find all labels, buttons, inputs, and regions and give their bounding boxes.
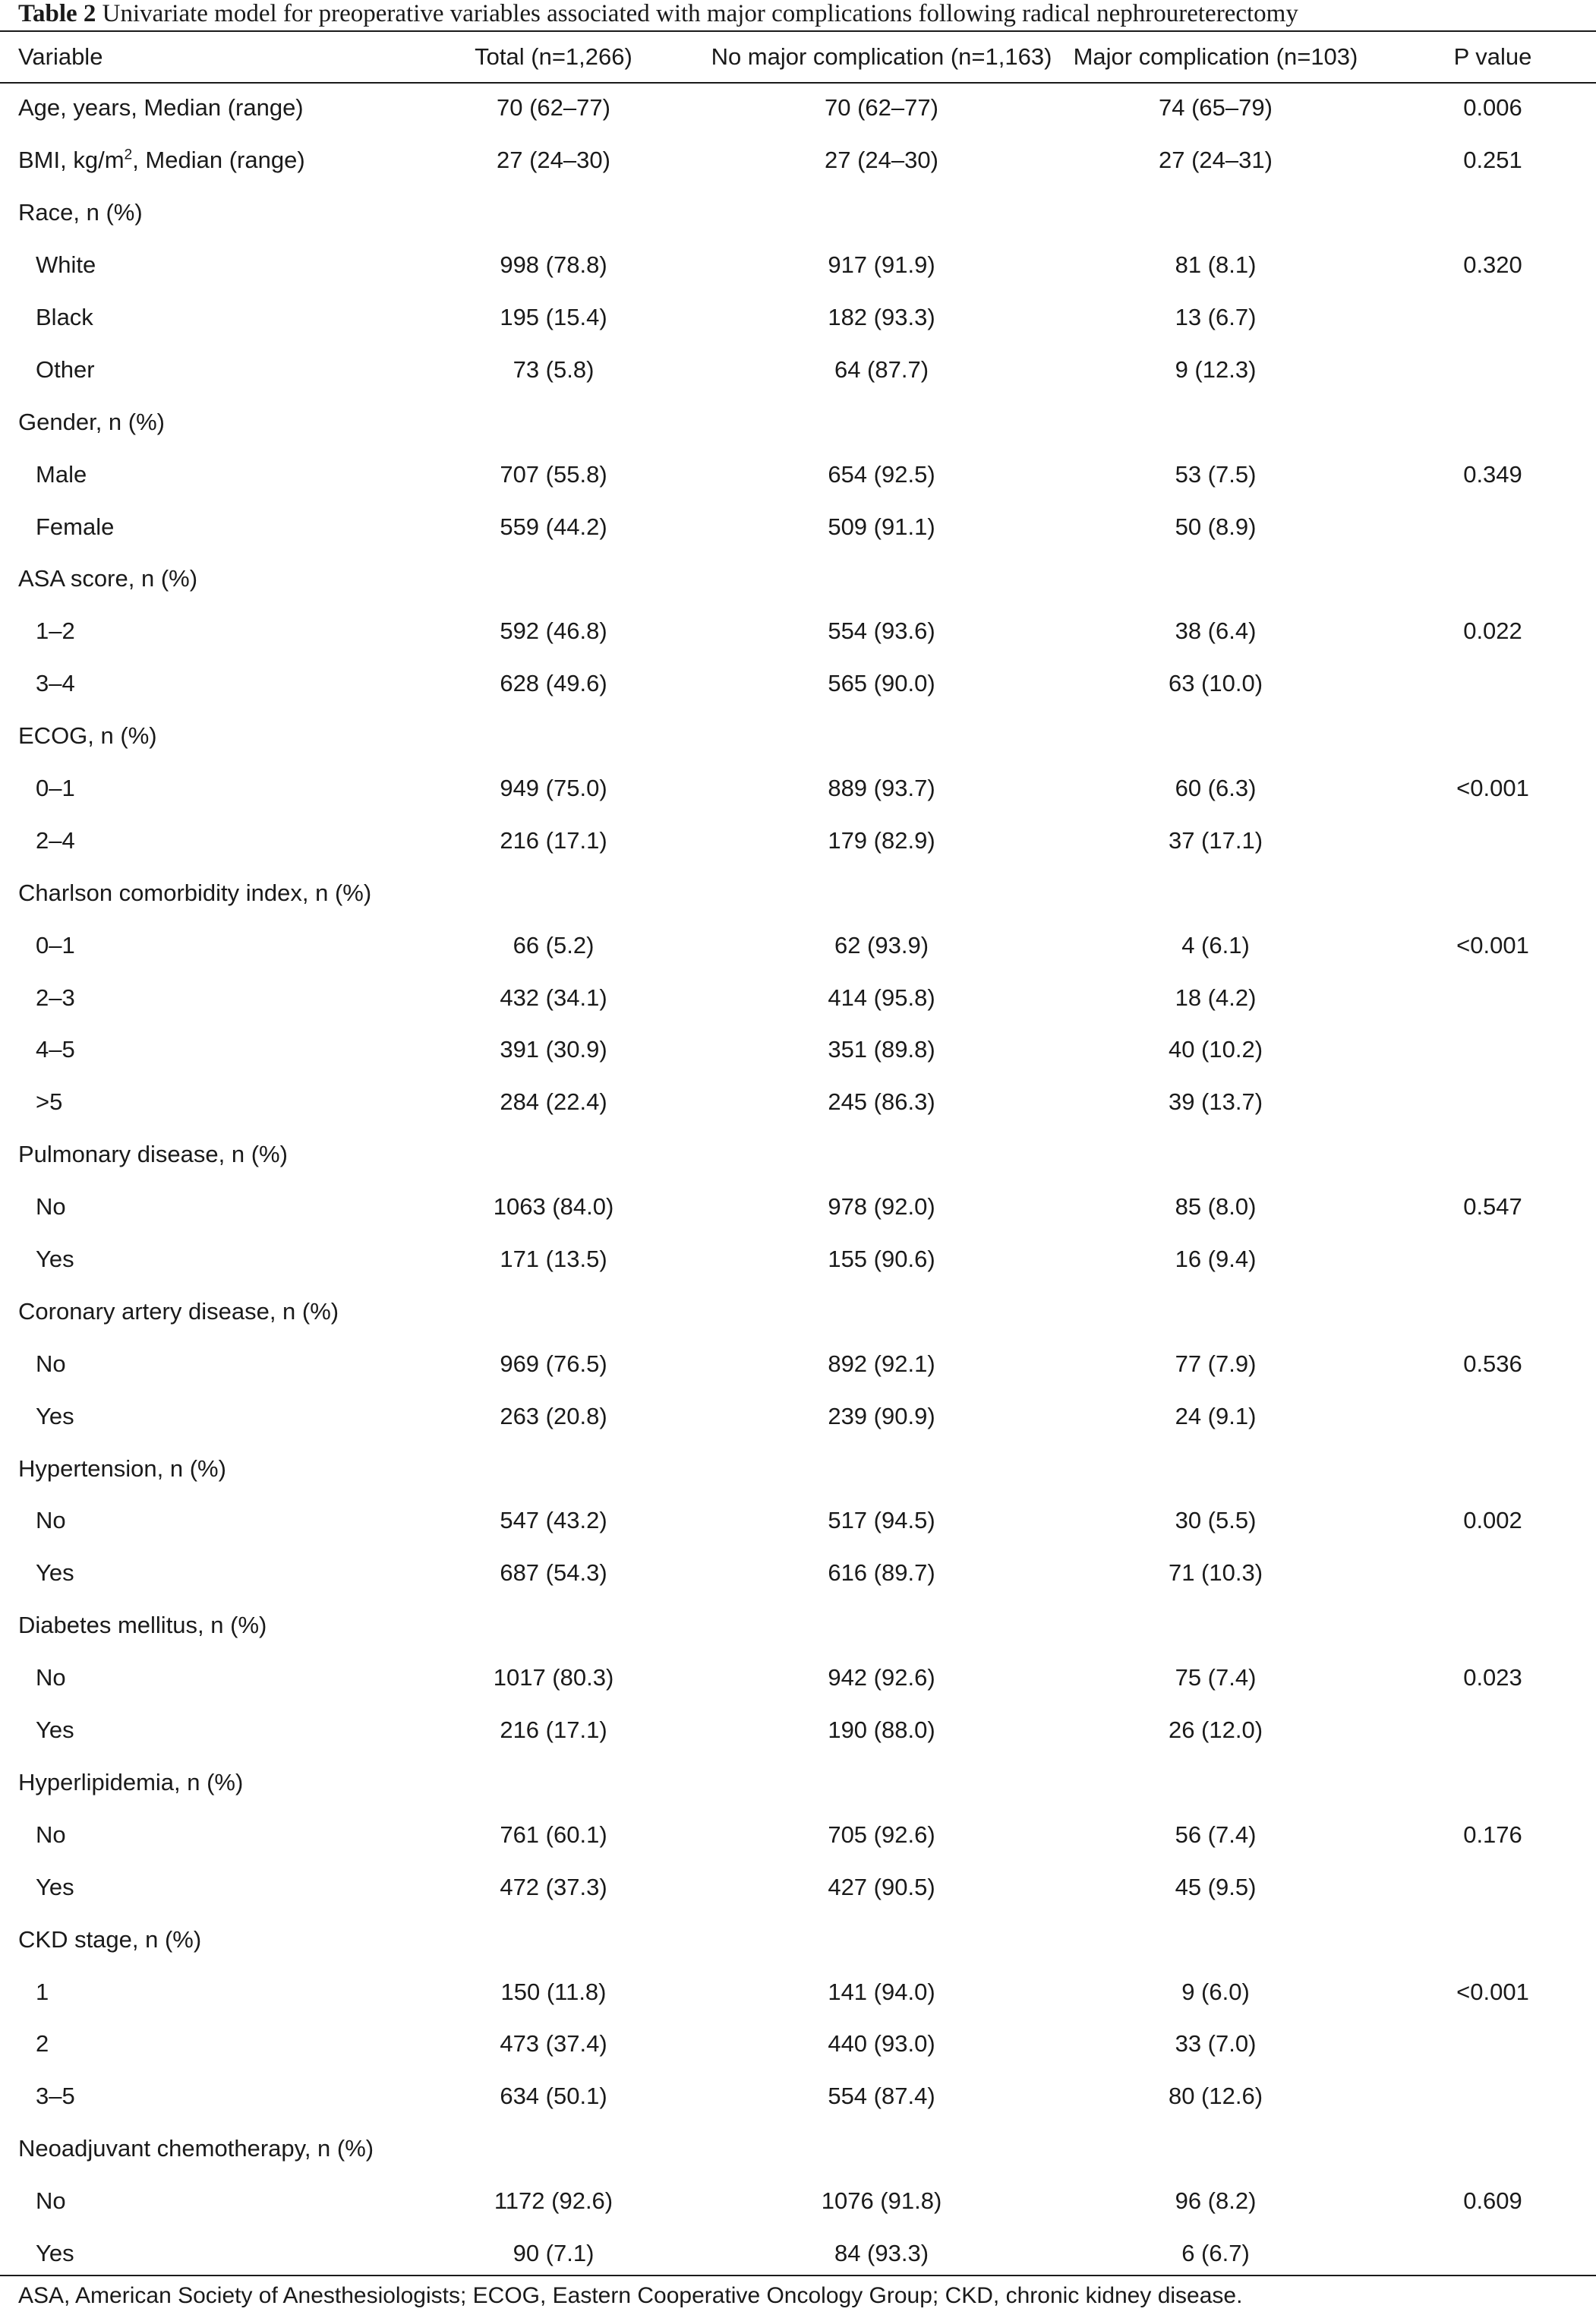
- cell-no-major-complication: [703, 1757, 1060, 1809]
- cell-no-major-complication: [703, 396, 1060, 448]
- cell-p-value: [1371, 1704, 1596, 1757]
- table-row: [0, 1808, 1596, 1861]
- cell-major-complication: 30 (5.5): [1175, 1507, 1257, 1534]
- cell-p-value: [1371, 1076, 1596, 1129]
- cell-variable: No: [36, 1507, 66, 1534]
- table-group-row: [0, 2123, 1596, 2175]
- cell-major-complication: 9 (6.0): [1181, 1978, 1250, 2005]
- table-group-row: [0, 1913, 1596, 1966]
- cell-major-complication: 96 (8.2): [1175, 2187, 1257, 2215]
- cell-major-complication: 6 (6.7): [1181, 2239, 1250, 2266]
- cell-total: 171 (13.5): [500, 1246, 607, 1273]
- table-row: [0, 971, 1596, 1024]
- cell-total: 284 (22.4): [500, 1088, 607, 1116]
- table-row: [0, 2018, 1596, 2070]
- cell-no-major-complication: [703, 710, 1060, 763]
- cell-variable: Hyperlipidemia, n (%): [18, 1768, 244, 1795]
- table-group-row: [0, 187, 1596, 239]
- cell-no-major-complication: 27 (24–30): [825, 147, 938, 174]
- cell-variable: 3–4: [36, 670, 75, 697]
- cell-total: [404, 1757, 703, 1809]
- cell-variable: 0–1: [36, 931, 75, 959]
- cell-no-major-complication: 889 (93.7): [828, 775, 935, 802]
- cell-variable: Gender, n (%): [18, 408, 165, 435]
- cell-total: 27 (24–30): [497, 147, 610, 174]
- cell-total: 90 (7.1): [513, 2239, 595, 2266]
- cell-variable: Diabetes mellitus, n (%): [18, 1612, 267, 1639]
- cell-major-complication: 4 (6.1): [1181, 931, 1250, 959]
- table-row: [0, 1861, 1596, 1913]
- table-row: [0, 1076, 1596, 1129]
- header-row: [0, 32, 1596, 82]
- table-row: [0, 1181, 1596, 1233]
- cell-total: 592 (46.8): [500, 617, 607, 645]
- cell-no-major-complication: 616 (89.7): [828, 1559, 935, 1587]
- cell-major-complication: 85 (8.0): [1175, 1193, 1257, 1221]
- cell-major-complication: 45 (9.5): [1175, 1873, 1257, 1900]
- cell-total: [404, 2123, 703, 2175]
- cell-p-value: <0.001: [1456, 931, 1529, 959]
- table-row: [0, 1390, 1596, 1442]
- cell-total: 687 (54.3): [500, 1559, 607, 1587]
- cell-no-major-complication: 440 (93.0): [828, 2030, 935, 2058]
- cell-variable: [0, 134, 404, 187]
- table-row: [0, 1547, 1596, 1600]
- cell-p-value: [1371, 501, 1596, 553]
- cell-no-major-complication: 427 (90.5): [828, 1873, 935, 1900]
- cell-p-value: [1371, 1233, 1596, 1286]
- table-header: [0, 32, 1596, 82]
- cell-major-complication: 16 (9.4): [1175, 1246, 1257, 1273]
- table-row: [0, 1495, 1596, 1547]
- cell-p-value: [1371, 1757, 1596, 1809]
- cell-total: 1172 (92.6): [494, 2187, 613, 2215]
- cell-variable: Neoadjuvant chemotherapy, n (%): [18, 2135, 374, 2162]
- cell-p-value: [1371, 2070, 1596, 2123]
- cell-major-complication: [1060, 1285, 1371, 1338]
- variable-label: BMI, kg/m: [18, 147, 125, 174]
- cell-no-major-complication: [703, 553, 1060, 605]
- cell-major-complication: [1060, 867, 1371, 919]
- cell-no-major-complication: [703, 1913, 1060, 1966]
- cell-major-complication: [1060, 1442, 1371, 1495]
- cell-no-major-complication: 351 (89.8): [828, 1036, 935, 1063]
- table-row: [0, 343, 1596, 396]
- cell-variable: ECOG, n (%): [18, 722, 157, 750]
- cell-major-complication: 24 (9.1): [1175, 1402, 1257, 1429]
- table-row: [0, 1233, 1596, 1286]
- cell-variable: 2–4: [36, 826, 75, 854]
- cell-total: 1063 (84.0): [493, 1193, 614, 1221]
- cell-total: 547 (43.2): [500, 1507, 607, 1534]
- cell-no-major-complication: 565 (90.0): [828, 670, 935, 697]
- cell-p-value: 0.023: [1463, 1664, 1522, 1691]
- table-row: [0, 1024, 1596, 1076]
- table-row: [0, 134, 1596, 187]
- cell-total: 707 (55.8): [500, 460, 607, 488]
- cell-total: 66 (5.2): [513, 931, 595, 959]
- cell-major-complication: [1060, 1913, 1371, 1966]
- table-row: [0, 2070, 1596, 2123]
- cell-variable: ASA score, n (%): [18, 565, 198, 592]
- cell-major-complication: 18 (4.2): [1175, 984, 1257, 1011]
- cell-p-value: [1371, 658, 1596, 710]
- cell-major-complication: 38 (6.4): [1175, 617, 1257, 645]
- cell-variable: Hypertension, n (%): [18, 1454, 226, 1482]
- table-group-row: [0, 1600, 1596, 1652]
- cell-p-value: [1371, 1390, 1596, 1442]
- cell-p-value: [1371, 867, 1596, 919]
- cell-total: 634 (50.1): [500, 2083, 607, 2110]
- table-row: [0, 239, 1596, 292]
- cell-no-major-complication: 554 (93.6): [828, 617, 935, 645]
- cell-p-value: [1371, 814, 1596, 867]
- cell-p-value: [1371, 971, 1596, 1024]
- table-group-row: [0, 1285, 1596, 1338]
- column-header-no-major-complication: No major complication (n=1,163): [711, 43, 1052, 70]
- cell-variable: No: [36, 1193, 66, 1221]
- cell-total: [404, 1285, 703, 1338]
- cell-major-complication: [1060, 1129, 1371, 1181]
- cell-major-complication: 26 (12.0): [1168, 1717, 1263, 1744]
- cell-major-complication: [1060, 553, 1371, 605]
- cell-p-value: 0.251: [1463, 147, 1522, 174]
- cell-p-value: 0.176: [1463, 1821, 1522, 1848]
- cell-no-major-complication: 554 (87.4): [828, 2083, 935, 2110]
- cell-variable: Yes: [36, 2239, 74, 2266]
- cell-no-major-complication: 705 (92.6): [828, 1821, 935, 1848]
- cell-variable: 1–2: [36, 617, 75, 645]
- cell-variable: CKD stage, n (%): [18, 1925, 202, 1953]
- cell-total: [404, 553, 703, 605]
- cell-major-complication: [1060, 710, 1371, 763]
- column-header-p-value: P value: [1453, 43, 1532, 70]
- cell-no-major-complication: 1076 (91.8): [821, 2187, 942, 2215]
- table-group-row: [0, 867, 1596, 919]
- cell-variable: Age, years, Median (range): [18, 94, 304, 122]
- cell-total: [404, 710, 703, 763]
- cell-major-complication: 60 (6.3): [1175, 775, 1257, 802]
- cell-total: [404, 1129, 703, 1181]
- cell-total: 195 (15.4): [500, 304, 607, 330]
- column-header-major-complication: Major complication (n=103): [1073, 43, 1358, 70]
- table-group-row: [0, 1129, 1596, 1181]
- table-row: [0, 1966, 1596, 2018]
- cell-p-value: [1371, 343, 1596, 396]
- cell-variable: Other: [36, 355, 95, 383]
- cell-no-major-complication: 64 (87.7): [834, 355, 929, 383]
- table-row: [0, 763, 1596, 815]
- cell-major-complication: [1060, 187, 1371, 239]
- cell-total: [404, 187, 703, 239]
- cell-total: [404, 1913, 703, 1966]
- cell-major-complication: 27 (24–31): [1159, 147, 1273, 174]
- cell-p-value: [1371, 1547, 1596, 1600]
- cell-p-value: [1371, 2123, 1596, 2175]
- table-row: [0, 292, 1596, 344]
- cell-major-complication: 81 (8.1): [1175, 251, 1257, 279]
- cell-no-major-complication: 70 (62–77): [825, 94, 938, 122]
- table-caption: [18, 0, 1298, 29]
- cell-total: [404, 1442, 703, 1495]
- table-row: [0, 919, 1596, 971]
- cell-p-value: [1371, 710, 1596, 763]
- cell-major-complication: 37 (17.1): [1168, 826, 1263, 854]
- cell-p-value: [1371, 2228, 1596, 2280]
- cell-no-major-complication: [703, 2123, 1060, 2175]
- table-row: [0, 2175, 1596, 2228]
- cell-major-complication: 71 (10.3): [1168, 1559, 1263, 1587]
- cell-major-complication: 13 (6.7): [1175, 304, 1257, 330]
- cell-p-value: 0.006: [1463, 94, 1522, 122]
- cell-major-complication: 75 (7.4): [1175, 1664, 1257, 1691]
- cell-total: 70 (62–77): [497, 94, 610, 122]
- table-row: [0, 501, 1596, 553]
- cell-variable: Charlson comorbidity index, n (%): [18, 879, 372, 906]
- cell-variable: White: [36, 251, 96, 279]
- cell-variable: Yes: [36, 1559, 74, 1587]
- cell-p-value: [1371, 1285, 1596, 1338]
- cell-major-complication: 53 (7.5): [1175, 460, 1257, 488]
- cell-no-major-complication: 62 (93.9): [834, 931, 929, 959]
- table-caption-label: Table 2: [18, 0, 96, 27]
- cell-major-complication: 39 (13.7): [1168, 1088, 1263, 1116]
- cell-total: 432 (34.1): [500, 984, 607, 1011]
- cell-major-complication: 77 (7.9): [1175, 1350, 1257, 1377]
- variable-label-superscript: 2: [124, 147, 133, 163]
- table-row: [0, 1704, 1596, 1757]
- cell-variable: 1: [36, 1978, 49, 2005]
- cell-total: 216 (17.1): [500, 1717, 607, 1744]
- cell-total: 969 (76.5): [500, 1350, 607, 1377]
- cell-major-complication: [1060, 396, 1371, 448]
- table-body: [0, 82, 1596, 2279]
- cell-variable: 2–3: [36, 984, 75, 1011]
- cell-p-value: 0.349: [1463, 460, 1522, 488]
- cell-no-major-complication: 155 (90.6): [828, 1246, 935, 1273]
- cell-p-value: 0.547: [1463, 1193, 1522, 1221]
- cell-variable: Pulmonary disease, n (%): [18, 1141, 288, 1168]
- cell-no-major-complication: 892 (92.1): [828, 1350, 935, 1377]
- cell-p-value: 0.536: [1463, 1350, 1522, 1377]
- cell-variable: No: [36, 1350, 66, 1377]
- cell-major-complication: 9 (12.3): [1175, 355, 1257, 383]
- table-group-row: [0, 553, 1596, 605]
- cell-no-major-complication: 179 (82.9): [828, 826, 935, 854]
- cell-total: 473 (37.4): [500, 2030, 607, 2058]
- cell-p-value: 0.320: [1463, 251, 1522, 279]
- cell-variable: Yes: [36, 1717, 74, 1744]
- cell-major-complication: 56 (7.4): [1175, 1821, 1257, 1848]
- table-group-row: [0, 710, 1596, 763]
- cell-major-complication: 74 (65–79): [1159, 94, 1273, 122]
- cell-p-value: [1371, 2018, 1596, 2070]
- table-group-row: [0, 1757, 1596, 1809]
- cell-total: [404, 867, 703, 919]
- cell-total: 949 (75.0): [500, 775, 607, 802]
- cell-variable: Female: [36, 513, 115, 540]
- cell-major-complication: 63 (10.0): [1168, 670, 1263, 697]
- table-footnote: ASA, American Society of Anesthesiologists; ECOG, Eastern Cooperative Oncology Group; CKD, chronic kidney disease.: [18, 2283, 1243, 2308]
- cell-major-complication: 33 (7.0): [1175, 2030, 1257, 2058]
- cell-total: 216 (17.1): [500, 826, 607, 854]
- cell-major-complication: [1060, 1600, 1371, 1652]
- cell-p-value: [1371, 1129, 1596, 1181]
- cell-total: 73 (5.8): [513, 355, 595, 383]
- cell-total: [404, 396, 703, 448]
- cell-no-major-complication: 509 (91.1): [828, 513, 935, 540]
- cell-no-major-complication: [703, 187, 1060, 239]
- table-group-row: [0, 396, 1596, 448]
- table-row: [0, 1652, 1596, 1704]
- cell-p-value: [1371, 187, 1596, 239]
- cell-no-major-complication: 917 (91.9): [828, 251, 935, 279]
- cell-variable: Black: [36, 304, 93, 330]
- cell-variable: Yes: [36, 1246, 74, 1273]
- data-table: [0, 32, 1596, 2279]
- cell-no-major-complication: [703, 1129, 1060, 1181]
- cell-p-value: [1371, 1600, 1596, 1652]
- table-caption-text: Univariate model for preoperative variables associated with major complications following radical nephroureterectomy: [102, 0, 1298, 27]
- table-row: [0, 605, 1596, 658]
- cell-variable: No: [36, 1664, 66, 1691]
- cell-no-major-complication: [703, 1600, 1060, 1652]
- table-row: [0, 82, 1596, 134]
- table-group-row: [0, 1442, 1596, 1495]
- table-row: [0, 658, 1596, 710]
- cell-total: 628 (49.6): [500, 670, 607, 697]
- cell-total: 1017 (80.3): [493, 1664, 614, 1691]
- cell-no-major-complication: 239 (90.9): [828, 1402, 935, 1429]
- cell-p-value: [1371, 1913, 1596, 1966]
- cell-p-value: 0.609: [1463, 2187, 1522, 2215]
- table-row: [0, 448, 1596, 501]
- cell-no-major-complication: [703, 1285, 1060, 1338]
- cell-no-major-complication: 182 (93.3): [828, 304, 935, 330]
- cell-no-major-complication: 84 (93.3): [834, 2239, 929, 2266]
- cell-p-value: <0.001: [1456, 1978, 1529, 2005]
- cell-no-major-complication: 190 (88.0): [828, 1717, 935, 1744]
- cell-no-major-complication: 517 (94.5): [828, 1507, 935, 1534]
- table-row: [0, 1338, 1596, 1390]
- cell-major-complication: [1060, 1757, 1371, 1809]
- cell-p-value: [1371, 553, 1596, 605]
- cell-total: [404, 1600, 703, 1652]
- cell-no-major-complication: [703, 867, 1060, 919]
- cell-variable: Race, n (%): [18, 199, 143, 226]
- cell-p-value: 0.022: [1463, 617, 1522, 645]
- table-row: [0, 2228, 1596, 2280]
- cell-major-complication: 50 (8.9): [1175, 513, 1257, 540]
- cell-total: 391 (30.9): [500, 1036, 607, 1063]
- cell-variable: 3–5: [36, 2083, 75, 2110]
- cell-total: 150 (11.8): [500, 1978, 607, 2005]
- cell-variable: 4–5: [36, 1036, 75, 1063]
- cell-variable: Yes: [36, 1873, 74, 1900]
- cell-variable: 0–1: [36, 775, 75, 802]
- cell-p-value: [1371, 1024, 1596, 1076]
- cell-variable: Coronary artery disease, n (%): [18, 1297, 339, 1325]
- cell-variable: 2: [36, 2030, 49, 2058]
- cell-p-value: [1371, 292, 1596, 344]
- cell-total: 998 (78.8): [500, 251, 607, 279]
- cell-p-value: [1371, 1861, 1596, 1913]
- cell-total: 263 (20.8): [500, 1402, 607, 1429]
- cell-variable: Male: [36, 460, 87, 488]
- cell-variable: Yes: [36, 1402, 74, 1429]
- cell-no-major-complication: [703, 1442, 1060, 1495]
- cell-no-major-complication: 654 (92.5): [828, 460, 935, 488]
- cell-p-value: 0.002: [1463, 1507, 1522, 1534]
- cell-total: 761 (60.1): [500, 1821, 607, 1848]
- variable-label-suffix: , Median (range): [132, 147, 305, 174]
- table-row: [0, 814, 1596, 867]
- cell-no-major-complication: 141 (94.0): [828, 1978, 935, 2005]
- cell-no-major-complication: 245 (86.3): [828, 1088, 935, 1116]
- cell-no-major-complication: 942 (92.6): [828, 1664, 935, 1691]
- column-header-total: Total (n=1,266): [475, 43, 632, 70]
- cell-major-complication: [1060, 2123, 1371, 2175]
- cell-variable: No: [36, 2187, 66, 2215]
- cell-total: 472 (37.3): [500, 1873, 607, 1900]
- cell-p-value: [1371, 1442, 1596, 1495]
- cell-no-major-complication: 978 (92.0): [828, 1193, 935, 1221]
- cell-p-value: [1371, 396, 1596, 448]
- cell-major-complication: 40 (10.2): [1168, 1036, 1263, 1063]
- cell-p-value: <0.001: [1456, 775, 1529, 802]
- column-header-variable: Variable: [18, 43, 103, 70]
- cell-no-major-complication: 414 (95.8): [828, 984, 935, 1011]
- cell-total: 559 (44.2): [500, 513, 607, 540]
- cell-variable: No: [36, 1821, 66, 1848]
- cell-variable: >5: [36, 1088, 63, 1116]
- cell-major-complication: 80 (12.6): [1168, 2083, 1263, 2110]
